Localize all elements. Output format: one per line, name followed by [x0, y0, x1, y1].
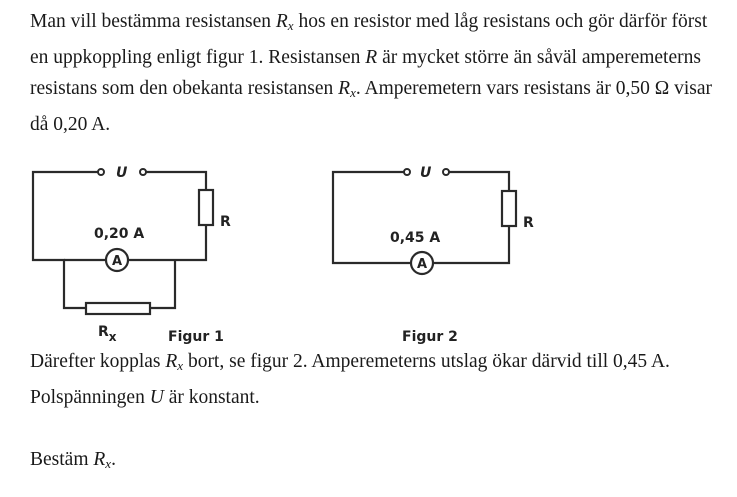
problem-followup [30, 346, 720, 413]
intro-text-4: . Amperemetern vars resistans är 0,50 Ω visar då 0,20 A. [30, 78, 713, 135]
rx-symbol: R [165, 351, 178, 372]
u-symbol: U [149, 386, 164, 408]
rx-subscript: x [177, 358, 184, 373]
problem-question [30, 444, 116, 480]
rx-symbol: R [93, 449, 106, 470]
ammeter-reading: 0,20 A [94, 226, 145, 242]
resistor-r [502, 191, 516, 226]
followup-text-2: bort, se figur 2. Amperemeterns utslag ökar därvid till 0,45 A. Polspänningen [30, 351, 670, 408]
resistor-r-label: R [523, 215, 534, 231]
rx-subscript: x [105, 456, 112, 471]
ammeter-symbol: A [416, 257, 428, 272]
ammeter-reading: 0,45 A [390, 230, 441, 246]
terminal-left [404, 169, 410, 175]
followup-text-3: är konstant. [163, 386, 260, 408]
intro-text-2: hos en resistor med låg resistans och gör därför först en uppkoppling enligt figur 1. Resistansen [30, 11, 708, 68]
problem-intro [30, 6, 720, 140]
r-symbol: R [365, 46, 378, 68]
voltage-label: U [116, 165, 128, 181]
intro-text-1: Man vill bestämma resistansen [30, 11, 271, 32]
circuit-figures [0, 140, 737, 350]
figure-1 [86, 165, 231, 345]
rx-label-main: R [98, 324, 109, 340]
resistor-rx [86, 303, 150, 314]
voltage-label: U [420, 165, 432, 181]
followup-text-1: Därefter kopplas [30, 351, 161, 372]
terminal-right [443, 169, 449, 175]
rx-subscript: x [287, 18, 294, 33]
terminal-left [98, 169, 104, 175]
figure-2-caption: Figur 2 [402, 329, 458, 345]
ammeter-symbol: A [111, 254, 123, 269]
figure-1-caption: Figur 1 [168, 329, 224, 345]
rx-subscript: x [350, 85, 356, 100]
rx-label-sub: x [108, 330, 117, 344]
rx-symbol: R [338, 78, 351, 99]
rx-symbol: R [275, 11, 288, 32]
figure-2 [390, 165, 534, 345]
resistor-rx-label [98, 324, 117, 344]
resistor-r-label: R [220, 214, 231, 230]
question-text-2: . [111, 449, 116, 470]
question-text-1: Bestäm [30, 449, 89, 470]
terminal-right [140, 169, 146, 175]
intro-text-3: är mycket större än såväl amperemeterns resistans som den obekanta resistansen [30, 46, 701, 99]
resistor-r [199, 190, 213, 225]
